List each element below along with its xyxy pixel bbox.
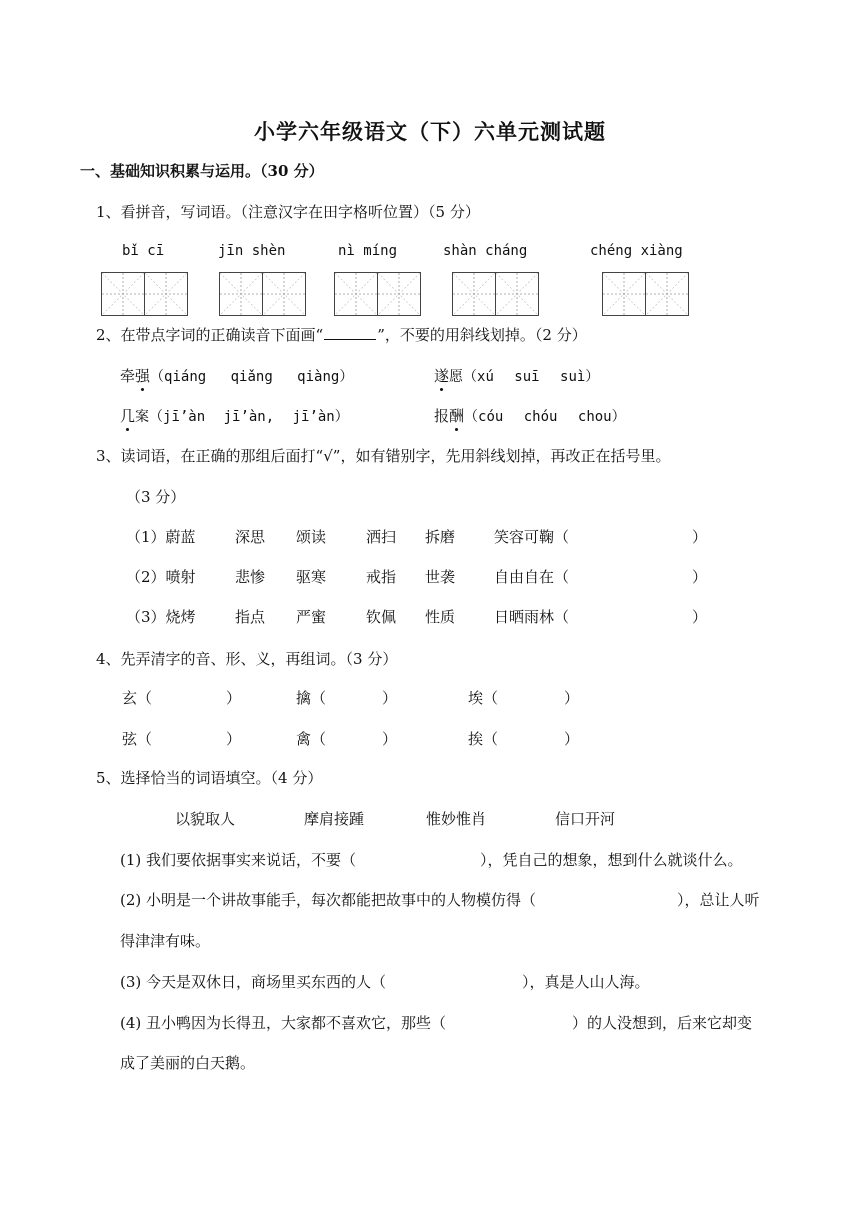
- question-3-prompt: 3、读词语，在正确的那组后面打“√”，如有错别字，先用斜线划掉，再改正在括号里。: [96, 447, 671, 465]
- pinyin-1: bǐ cī: [122, 243, 165, 259]
- word: 世袭: [425, 568, 456, 586]
- dotted-char: 遂: [434, 367, 450, 385]
- grid-guide-lines: [378, 273, 420, 315]
- tianzige-box-5[interactable]: [602, 272, 688, 316]
- pinyin-5: chéng xiàng: [590, 243, 683, 259]
- question-1-prompt: 1、看拼音，写词语。（注意汉字在田字格听位置）（5 分）: [96, 203, 480, 221]
- grid-guide-lines: [145, 273, 187, 315]
- bracket-close: ）: [564, 689, 580, 707]
- word: 悲惨: [235, 568, 266, 586]
- dotted-char: 几: [120, 407, 136, 425]
- tianzige-box-4[interactable]: [452, 272, 538, 316]
- pinyin-options[interactable]: （cóu chóu chou）: [464, 409, 626, 425]
- grid-guide-lines: [102, 273, 144, 315]
- word-option: 信口开河: [555, 810, 616, 828]
- char-blank-5[interactable]: 禽（: [296, 730, 327, 748]
- sentence-4b: ）的人没想到，后来它却变: [572, 1014, 753, 1032]
- reading-item-2: [434, 365, 599, 386]
- word-option: 以貌取人: [175, 810, 236, 828]
- word: 严蜜: [296, 608, 327, 626]
- word: 日晒雨林（: [494, 608, 570, 626]
- pinyin-2: jīn shèn: [218, 243, 286, 259]
- word: 戒指: [366, 568, 397, 586]
- word-row-1: （1）蔚蓝: [126, 528, 196, 546]
- sentence-1a: (1) 我们要依据事实来说话，不要（: [120, 851, 357, 869]
- word: 钦佩: [366, 608, 397, 626]
- sentence-3a: (3) 今天是双休日，商场里买东西的人（: [120, 973, 387, 991]
- answer-blank[interactable]: [585, 604, 685, 626]
- word: 性质: [425, 608, 456, 626]
- tianzige-box-3[interactable]: [334, 272, 420, 316]
- pinyin-options[interactable]: 愿（xú suī suì）: [449, 369, 600, 385]
- sentence-3b: ），真是人山人海。: [522, 973, 650, 991]
- answer-blank[interactable]: [585, 524, 685, 546]
- reading-item-1: 牵强（qiáng qiǎng qiàng）: [120, 367, 354, 385]
- char-blank-4[interactable]: 弦（: [122, 730, 153, 748]
- word-row-3: （3）烧烤: [126, 608, 196, 626]
- question-3-points: （3 分）: [126, 488, 186, 506]
- bracket-close: ）: [692, 608, 708, 626]
- sentence-1b: ），凭自己的想象，想到什么就谈什么。: [480, 851, 743, 869]
- char-blank-3[interactable]: 埃（: [468, 689, 499, 707]
- page-title: 小学六年级语文（下）六单元测试题: [254, 119, 606, 144]
- word-option: 摩肩接踵: [304, 810, 365, 828]
- bracket-close: ）: [226, 689, 242, 707]
- grid-guide-lines: [603, 273, 645, 315]
- section-heading-1: 一、基础知识积累与运用。（30 分）: [80, 162, 324, 180]
- word-row-2: （2）喷射: [126, 568, 196, 586]
- reading-item-4: 报酬（cóu chóu chou）: [434, 407, 626, 425]
- word-option: 惟妙惟肖: [426, 810, 487, 828]
- word: 深思: [235, 528, 266, 546]
- tianzige-box-1[interactable]: [101, 272, 187, 316]
- bracket-close: ）: [382, 730, 398, 748]
- pinyin-options[interactable]: 案（jī’àn jī’àn, jī’àn）: [135, 409, 349, 425]
- dotted-char: 酬: [449, 407, 465, 425]
- bracket-close: ）: [382, 689, 398, 707]
- word: 驱寒: [296, 568, 327, 586]
- grid-guide-lines: [335, 273, 377, 315]
- answer-underline: [324, 327, 376, 340]
- answer-blank[interactable]: [432, 969, 518, 991]
- question-2-prompt: 2、在带点字词的正确读音下面画“ ”，不要的用斜线划掉。（2 分）: [96, 326, 587, 344]
- pinyin-4: shàn cháng: [443, 243, 528, 259]
- bracket-close: ）: [692, 568, 708, 586]
- grid-guide-lines: [496, 273, 538, 315]
- pinyin-3: nì míng: [338, 243, 398, 259]
- word: 自由自在（: [494, 568, 570, 586]
- answer-blank[interactable]: [392, 847, 476, 869]
- char-blank-2[interactable]: 擒（: [296, 689, 327, 707]
- question-5-prompt: 5、选择恰当的词语填空。（4 分）: [96, 769, 323, 787]
- grid-guide-lines: [263, 273, 305, 315]
- sentence-2c: 得津津有味。: [120, 932, 211, 950]
- bracket-close: ）: [564, 730, 580, 748]
- sentence-2b: ），总让人听: [677, 891, 760, 909]
- answer-blank[interactable]: [604, 887, 674, 909]
- answer-blank[interactable]: [585, 564, 685, 586]
- word: 笑容可鞠（: [494, 528, 570, 546]
- grid-guide-lines: [646, 273, 688, 315]
- grid-guide-lines: [220, 273, 262, 315]
- word: 拆磨: [425, 528, 456, 546]
- char-blank-1[interactable]: 玄（: [122, 689, 153, 707]
- sentence-4a: (4) 丑小鸭因为长得丑，大家都不喜欢它，那些（: [120, 1014, 447, 1032]
- dotted-char: 强: [135, 367, 151, 385]
- sentence-2a: (2) 小明是一个讲故事能手，每次都能把故事中的人物模仿得（: [120, 891, 537, 909]
- bracket-close: ）: [692, 528, 708, 546]
- grid-guide-lines: [453, 273, 495, 315]
- reading-item-3: [120, 405, 349, 426]
- char-blank-6[interactable]: 挨（: [468, 730, 499, 748]
- sentence-4c: 成了美丽的白天鹅。: [120, 1054, 256, 1072]
- word: 洒扫: [366, 528, 397, 546]
- question-4-prompt: 4、先弄清字的音、形、义，再组词。（3 分）: [96, 650, 398, 668]
- word: 颂读: [296, 528, 327, 546]
- answer-blank[interactable]: [498, 1010, 568, 1032]
- word: 指点: [235, 608, 266, 626]
- pinyin-options[interactable]: （qiáng qiǎng qiàng）: [150, 369, 354, 385]
- bracket-close: ）: [226, 730, 242, 748]
- tianzige-box-2[interactable]: [219, 272, 305, 316]
